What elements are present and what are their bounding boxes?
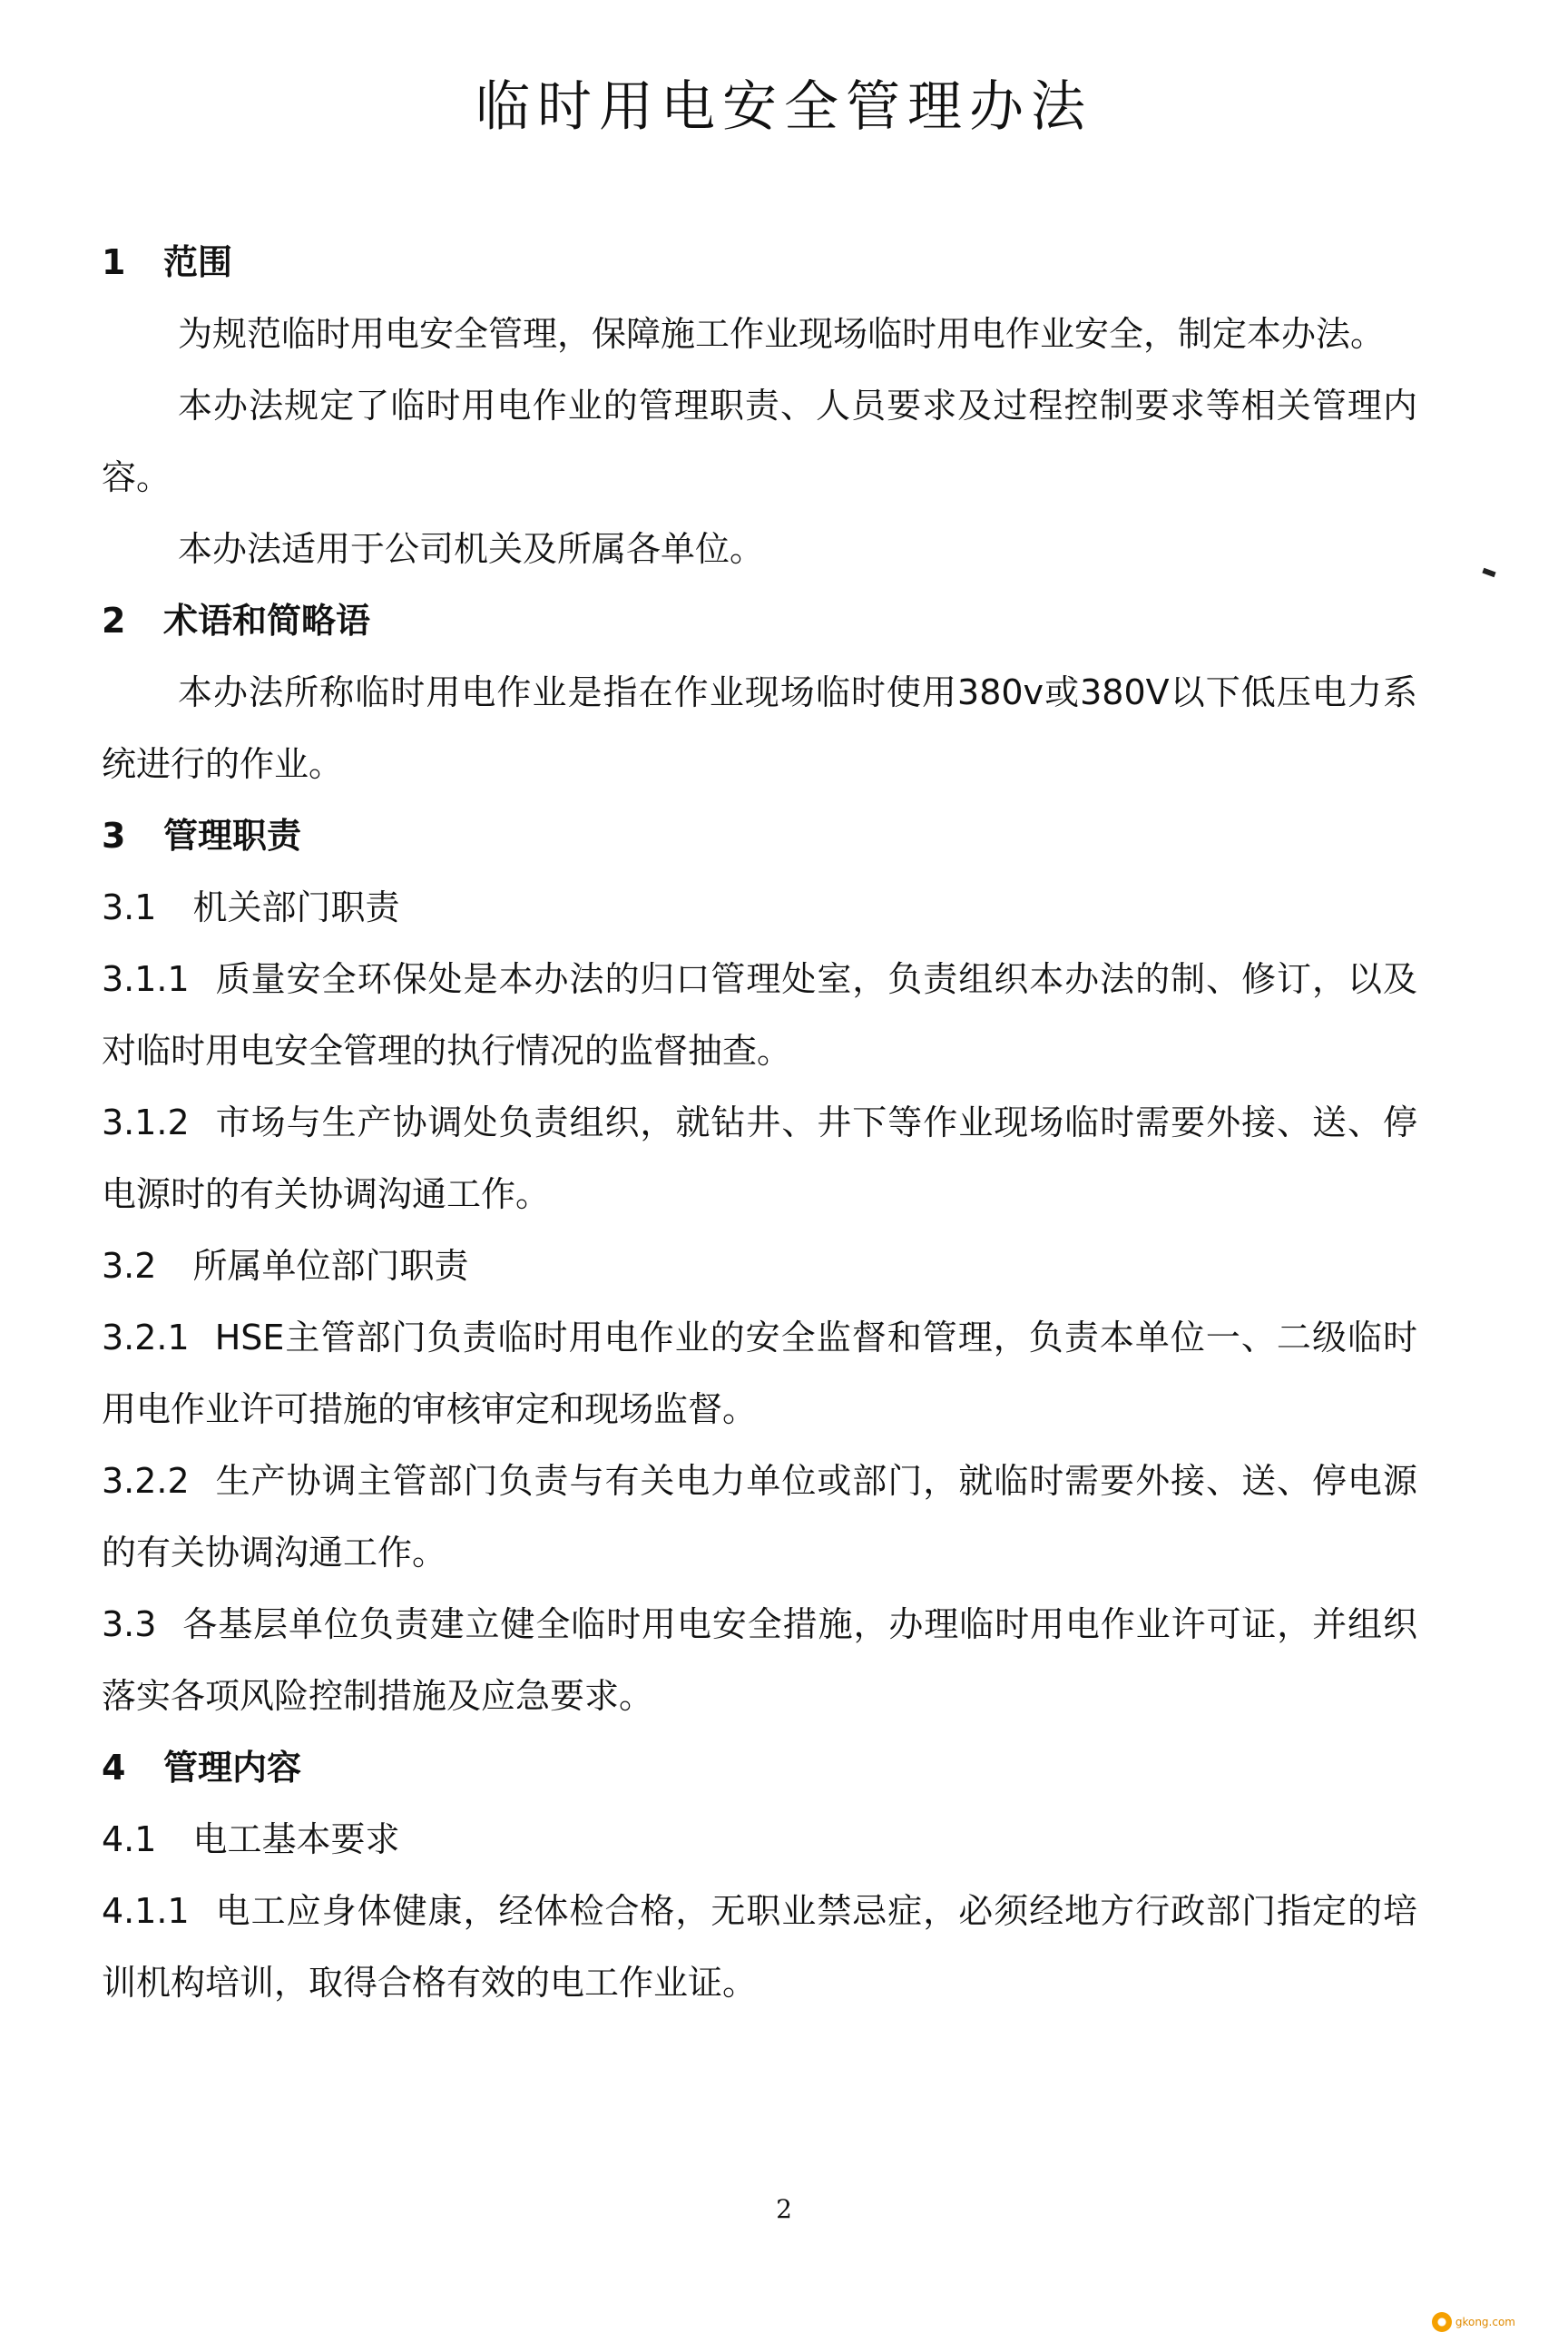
clause-number: 3.2.2 <box>102 1461 190 1501</box>
clause-4-1-1 <box>102 1876 1417 2019</box>
clause-number: 3.1.2 <box>102 1102 190 1142</box>
scan-speck <box>1482 568 1495 577</box>
site-watermark <box>1432 2312 1515 2332</box>
document-body <box>102 227 1417 2019</box>
subsection-title: 所属单位部门职责 <box>192 1246 469 1286</box>
paragraph: 本办法适用于公司机关及所属各单位。 <box>178 529 765 569</box>
section-title: 管理内容 <box>163 1748 302 1788</box>
section-title: 术语和简略语 <box>163 601 371 641</box>
section-title: 范围 <box>163 242 233 282</box>
section-heading-1 <box>102 227 1417 299</box>
section-heading-2 <box>102 585 1417 657</box>
clause-3-1-2 <box>102 1087 1417 1230</box>
clause-3-1-1 <box>102 944 1417 1087</box>
subsection-heading-4-1 <box>102 1804 1417 1876</box>
subsection-title: 电工基本要求 <box>192 1819 400 1859</box>
section-number: 2 <box>102 601 126 641</box>
clause-3-2-2 <box>102 1446 1417 1589</box>
clause-text: 电工应身体健康，经体检合格，无职业禁忌症，必须经地方行政部门指定的培训机构培训，取得合格有效的电工作业证。 <box>102 1891 1417 2003</box>
clause-text: 各基层单位负责建立健全临时用电安全措施，办理临时用电作业许可证，并组织落实各项风险控制措施及应急要求。 <box>102 1604 1417 1716</box>
section-number: 4 <box>102 1748 126 1788</box>
clause-number: 4.1.1 <box>102 1891 190 1931</box>
subsection-heading-3-1 <box>102 872 1417 944</box>
clause-3-2-1 <box>102 1302 1417 1446</box>
clause-number: 3.2.1 <box>102 1318 190 1357</box>
clause-number: 3.3 <box>102 1604 157 1644</box>
section-heading-3 <box>102 800 1417 872</box>
section-heading-4 <box>102 1732 1417 1804</box>
paragraph: 本办法所称临时用电作业是指在作业现场临时使用380v或380V以下低压电力系统进行的作业。 <box>102 672 1417 784</box>
section-number: 3 <box>102 816 126 856</box>
clause-text: 市场与生产协调处负责组织，就钻井、井下等作业现场临时需要外接、送、停电源时的有关协调沟通工作。 <box>102 1102 1417 1214</box>
watermark-text: gkong.com <box>1455 2316 1515 2328</box>
page-number: 2 <box>776 2194 792 2224</box>
paragraph: 本办法规定了临时用电作业的管理职责、人员要求及过程控制要求等相关管理内容。 <box>102 386 1417 497</box>
section-number: 1 <box>102 242 126 282</box>
clause-number: 3.1.1 <box>102 959 190 999</box>
section-title: 管理职责 <box>163 816 302 856</box>
subsection-number: 4.1 <box>102 1819 157 1859</box>
subsection-number: 3.1 <box>102 887 157 927</box>
clause-3-3 <box>102 1589 1417 1732</box>
gear-logo-icon <box>1432 2312 1452 2332</box>
clause-text: 质量安全环保处是本办法的归口管理处室，负责组织本办法的制、修订，以及对临时用电安全管理的执行情况的监督抽查。 <box>102 959 1417 1071</box>
document-title: 临时用电安全管理办法 <box>475 75 1093 139</box>
paragraph: 为规范临时用电安全管理，保障施工作业现场临时用电作业安全，制定本办法。 <box>178 314 1386 354</box>
subsection-heading-3-2 <box>102 1230 1417 1302</box>
clause-text: HSE主管部门负责临时用电作业的安全监督和管理，负责本单位一、二级临时用电作业许可措施的审核审定和现场监督。 <box>102 1318 1417 1429</box>
clause-text: 生产协调主管部门负责与有关电力单位或部门，就临时需要外接、送、停电源的有关协调沟通工作。 <box>102 1461 1417 1573</box>
subsection-number: 3.2 <box>102 1246 157 1286</box>
subsection-title: 机关部门职责 <box>192 887 400 927</box>
